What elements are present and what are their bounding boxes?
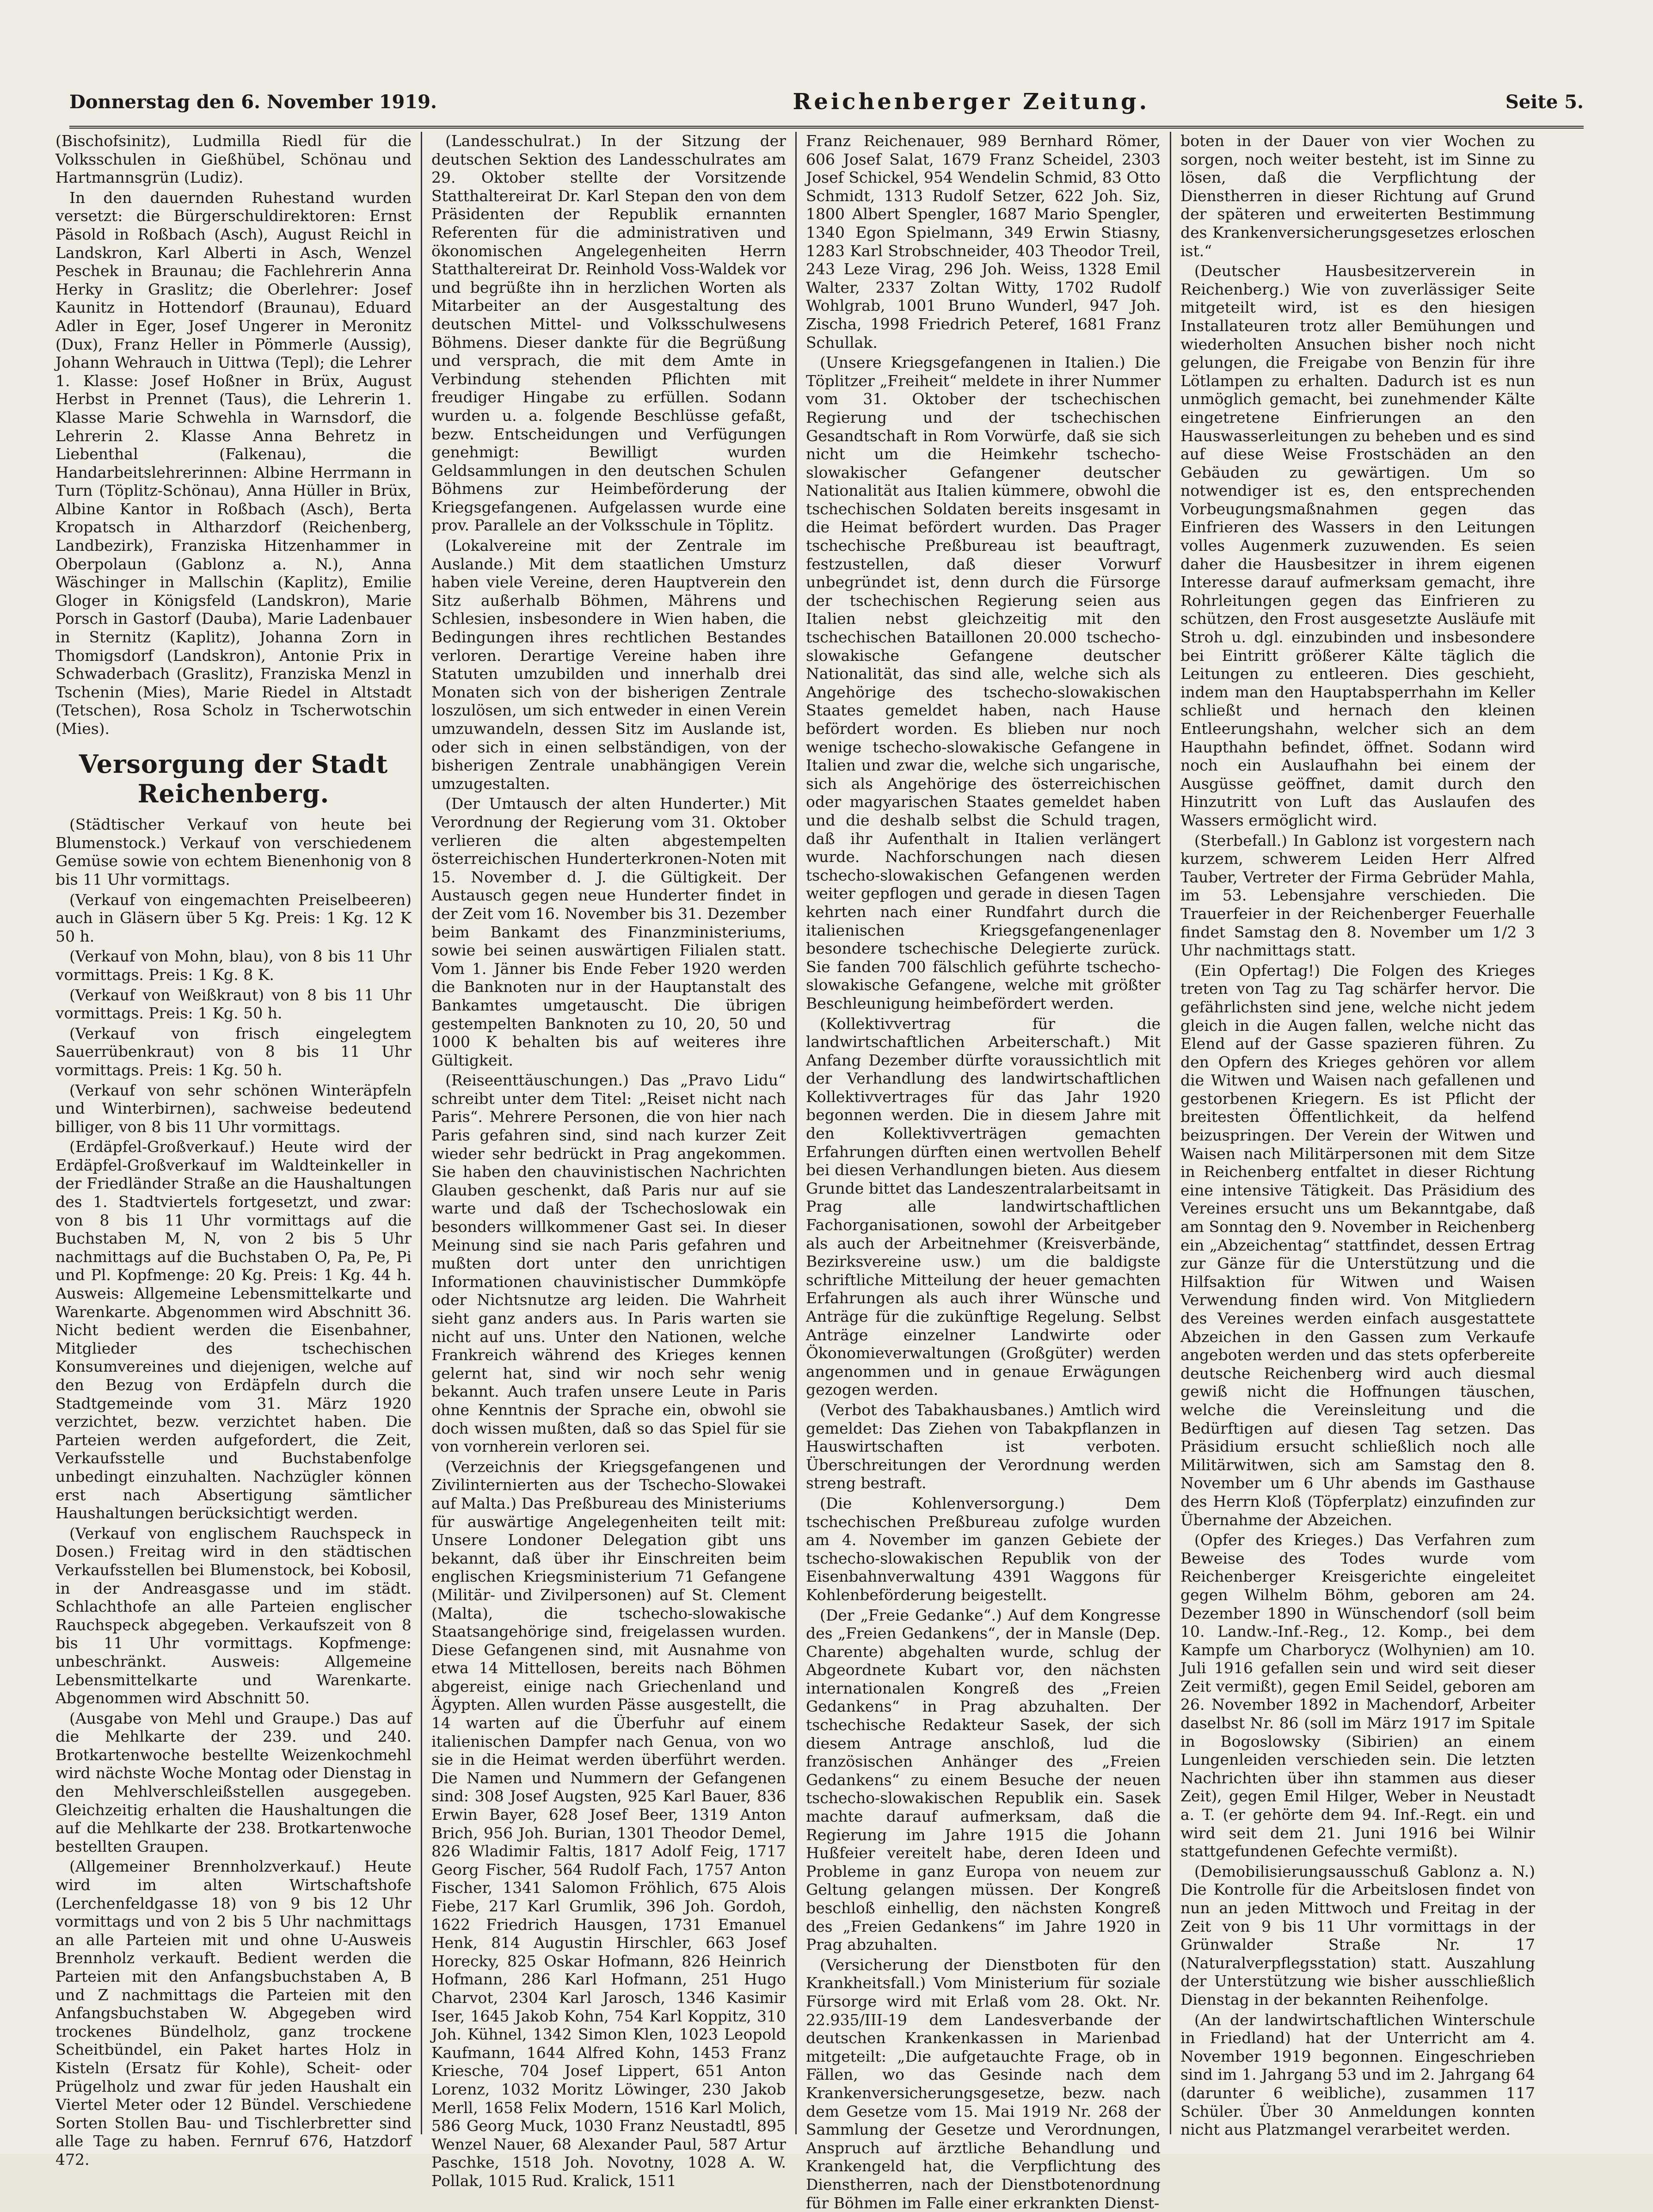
column-1 [46,132,421,2169]
article-text: (Demobilisierungsausschuß Gablonz a. N.) Die Kontrolle für die Arbeitslosen findet von nun an jeden Mittwoch und Freitag in der Zeit von 9 bis 11 Uhr vormittags in der Grünwalder Straße Nr. 17 (Naturalverpflegsstation) statt. Auszahlung der Unterstützung wie bisher ausschließlich Dienstag in der bekannten Reihenfolge. [1180,1862,1535,2009]
article-text: (Verbot des Tabakhausbanes.) Amtlich wird gemeldet: Das Ziehen von Tabakpflanzen in Hauswirtschaften ist verboten. Überschreitungen der Verordnung werden streng bestraft. [806,1400,1161,1492]
section-heading: Versorgung der Stadt Reichenberg. [79,749,388,809]
article-text: (Verkauf von frisch eingelegtem Sauerrübenkraut) von 8 bis 11 Uhr vormittags. Preis: 1 Kg. 50 h. [55,1024,412,1079]
article-text: (Verkauf von englischem Rauchspeck in Dosen.) Freitag wird in den städtischen Verkaufsstellen bei Blumenstock, bei Kobosil, in der Andreasgasse und im städt. Schlachthofe an alle Parteien englischer Rauchspeck abgegeben. Verkaufszeit von 8 bis 11 Uhr vormittags. Kopfmenge: unbeschränkt. Ausweis: Allgemeine Lebensmittelkarte und Warenkarte. Abgenommen wird Abschnitt 50. [55,1524,412,1707]
article-text: (Die Kohlenversorgung.) Dem tschechischen Preßbureau zufolge wurden am 4. November im ganzen Gebiete der tschecho-slowakischen Republik von der Eisenbahnverwaltung 4391 Waggons für Kohlenbeförderung beigestellt. [806,1494,1161,1604]
text-columns [46,132,1607,2212]
article-text: (An der landwirtschaftlichen Winterschule in Friedland) hat der Unterricht am 4. November 1919 begonnen. Eingeschrieben sind im 1. Jahrgang 53 und im 2. Jahrgang 64 (darunter 6 weibliche), zusammen 117 Schüler. Über 30 Anmeldungen konnten nicht aus Platzmangel verarbeitet werden. [1180,2010,1535,2139]
article-text: (Der Umtausch der alten Hunderter.) Mit Verordnung der Regierung vom 31. Oktober verlieren die alten abgestempelten österreichischen Hunderterkronen-Noten mit 15. November d. J. die Gültigkeit. Der Austausch gegen neue Hunderter findet in der Zeit vom 16. November bis 31. Dezember beim Bankamt des Finanzministeriums, sowie bei seinen auswärtigen Filialen statt. Vom 1. Jänner bis Ende Feber 1920 werden die Banknoten nur in der Hauptanstalt des Bankamtes umgetauscht. Die übrigen gestempelten Banknoten zu 10, 20, 50 und 1000 K behalten bis auf weiteres ihre Gültigkeit. [431,795,786,1069]
article-text: (Erdäpfel-Großverkauf.) Heute wird der Erdäpfel-Großverkauf im Waldteinkeller in der Friedländer Straße an die Haushaltungen des 1. Stadtviertels fortgesetzt, und zwar: von 8 bis 11 Uhr vormittags auf die Buchstaben M, N, von 2 bis 5 Uhr nachmittags auf die Buchstaben O, Pa, Pe, Pi und Pl. Kopfmenge: 20 Kg. Preis: 1 Kg. 44 h. Ausweis: Allgemeine Lebensmittelkarte und Warenkarte. Abgenommen wird Abschnitt 36. Nicht bedient werden die Eisenbahner, Mitglieder des tschechischen Konsumvereines und diejenigen, welche auf den Bezug von Erdäpfeln durch die Stadtgemeinde vom 31. März 1920 verzichtet, bezw. verzichtet haben. Die Parteien werden aufgefordert, die Zeit, Verkaufsstelle und Buchstabenfolge unbedingt einzuhalten. Nachzügler können erst nach Absertigung sämtlicher Haushaltungen berücksichtigt werden. [55,1138,412,1522]
article-text: (Allgemeiner Brennholzverkauf.) Heute wird im alten Wirtschaftshofe (Lerchenfeldgasse 18) von 9 bis 12 Uhr vormittags und von 2 bis 5 Uhr nachmittags an alle Parteien mit und ohne U-Ausweis Brennholz verkauft. Bedient werden die Parteien mit den Anfangsbuchstaben A, B und Z nachmittags die Parteien mit den Anfangsbuchstaben W. Abgegeben wird trockenes Bündelholz, ganz trockene Scheitbündel, ein Paket hartes Holz in Kisteln (Ersatz für Kohle), Scheit- oder Prügelholz und zwar für jeden Haushalt ein Viertel Meter oder 12 Bündel. Verschiedene Sorten Stollen Bau- und Tischlerbretter sind alle Tage zu haben. Fernruf 676, Hatzdorf 472. [55,1857,412,2169]
article-text: (Landesschulrat.) In der Sitzung der deutschen Sektion des Landesschulrates am 29. Oktober stellte der Vorsitzende Statthaltereirat Dr. Karl Stepan den von dem Präsidenten der Republik ernannten Referenten für die administrativen und ökonomischen Angelegenheiten Herrn Statthaltereirat Dr. Reinhold Voss-Waldek vor und begrüßte ihn in herzlichen Worten als Mitarbeiter an der Ausgestaltung des deutschen Mittel- und Volksschulwesens Böhmens. Dieser dankte für die Begrüßung und versprach, die mit dem Amte in Verbindung stehenden Pflichten mit freudiger Hingabe zu erfüllen. Sodann wurden u. a. folgende Beschlüsse gefaßt, bezw. Entscheidungen und Verfügungen genehmigt: Bewilligt wurden Geldsammlungen in den deutschen Schulen Böhmens zur Heimbeförderung der Kriegsgefangenen. Aufgelassen wurde eine prov. Parallele an der Volksschule in Töplitz. [431,132,786,535]
header-rule [69,126,1584,129]
column-4 [1170,132,1544,2139]
column-2 [421,132,795,2190]
column-3 [795,132,1170,2212]
article-text: (Verkauf von Weißkraut) von 8 bis 11 Uhr vormittags. Preis: 1 Kg. 50 h. [55,986,412,1023]
article-text: (Städtischer Verkauf von heute bei Blumenstock.) Verkauf von verschiedenem Gemüse sowie von echtem Bienenhonig von 8 bis 11 Uhr vormittags. [55,815,412,888]
article-text: (Ausgabe von Mehl und Graupe.) Das auf die Mehlkarte der 239. und 240. Brotkartenwoche bestellte Weizenkochmehl wird nächste Woche Montag oder Dienstag in den Mehlverschleißstellen ausgegeben. Gleichzeitig erhalten die Haushaltungen die auf die Mehlkarte der 238. Brotkartenwoche bestellten Graupen. [55,1709,412,1855]
article-text: (Verkauf von Mohn, blau), von 8 bis 11 Uhr vormittags. Preis: 1 Kg. 8 K. [55,947,412,984]
article-text: (Lokalvereine mit der Zentrale im Auslande.) Mit dem staatlichen Umsturz haben viele Vereine, deren Hauptverein den Sitz außerhalb Böhmen, Mährens und Schlesien, insbesondere in Wien haben, die Bedingungen ihres rechtlichen Bestandes verloren. Derartige Vereine haben ihre Statuten umzubilden und innerhalb drei Monaten sich von der bisherigen Zentrale loszulösen, um sich entweder in einen Verein umzuwandeln, dessen Sitz im Auslande ist, oder sich in einen selbständigen, von der bisherigen Zentrale unabhängigen Verein umzugestalten. [431,536,786,793]
article-text: (Der „Freie Gedanke“.) Auf dem Kongresse des „Freien Gedankens“, der in Mansle (Dep. Charente) abgehalten wurde, schlug der Abgeordnete Kubart vor, den nächsten internationalen Kongreß des „Freien Gedankens“ in Prag abzuhalten. Der tschechische Redakteur Sasek, der sich diesem Antrage anschloß, lud die französischen Anhänger des „Freien Gedankens“ zu einem Besuche der neuen tschecho-slowakischen Republik ein. Sasek machte darauf aufmerksam, daß die Regierung im Jahre 1915 die Johann Hußfeier vereitelt habe, deren Ideen und Probleme in ganz Europa von neuem zur Geltung gelangen müssen. Der Kongreß beschloß einhellig, den nächsten Kongreß des „Freien Gedankens“ im Jahre 1920 in Prag abzuhalten. [806,1606,1161,1954]
masthead [69,81,1584,123]
article-text: (Verkauf von sehr schönen Winteräpfeln und Winterbirnen), sachweise bedeutend billiger, von 8 bis 11 Uhr vormittags. [55,1081,412,1136]
article-text: boten in der Dauer von vier Wochen zu sorgen, noch weiter besteht, ist im Sinne zu lösen, daß die Verpflichtung der Dienstherren in dieser Richtung auf Grund der späteren und erweiterten Bestimmung des Krankenversicherungsgesetzes erloschen ist.“ [1180,132,1535,260]
paper-name: Reichenberger Zeitung. [793,89,1150,115]
article-text: In den dauernden Ruhestand wurden versetzt: die Bürgerschuldirektoren: Ernst Päsold in Roßbach (Asch), August Reichl in Landskron, Karl Alberti in Asch, Wenzel Peschek in Braunau; die Fachlehrerin Anna Herky in Graslitz; die Oberlehrer: Josef Kaunitz in Hottendorf (Braunau), Eduard Adler in Eger, Josef Ungerer in Meronitz (Dux), Franz Heller in Pömmerle (Aussig), Johann Wehrauch in Uittwa (Tepl); die Lehrer 1. Klasse: Josef Hoßner in Brüx, August Herbst in Prennet (Taus), die Lehrerin 1. Klasse Marie Schwehla in Warnsdorf, die Lehrerin 2. Klasse Anna Behretz in Liebenthal (Falkenau), die Handarbeitslehrerinnen: Albine Herrmann in Turn (Töplitz-Schönau), Anna Hüller in Brüx, Albine Kantor in Roßbach (Asch), Berta Kropatsch in Altharzdorf (Reichenberg, Landbezirk), Franziska Hitzenhammer in Oberpolaun (Gablonz a. N.), Anna Wäschinger in Mallschin (Kaplitz), Emilie Gloger in Königsfeld (Landskron), Marie Porsch in Gastorf (Dauba), Marie Ladenbauer in Sternitz (Kaplitz), Johanna Zorn in Thomigsdorf (Landskron), Antonie Prix in Schwaderbach (Graslitz), Franziska Menzl in Tschenin (Mies), Marie Riedel in Altstadt (Tetschen), Rosa Scholz in Tscherwotschin (Mies). [55,188,412,738]
page-number: Seite 5. [1505,91,1584,113]
article-text: (Sterbefall.) In Gablonz ist vorgestern nach kurzem, schwerem Leiden Herr Alfred Tauber, Vertreter der Firma Gebrüder Mahla, im 53. Lebensjahre verschieden. Die Trauerfeier in der Reichenberger Feuerhalle findet Samstag den 8. November um 1/2 3 Uhr nachmittags statt. [1180,831,1535,960]
article-text: (Unsere Kriegsgefangenen in Italien.) Die Töplitzer „Freiheit“ meldete in ihrer Nummer vom 31. Oktober der tschechischen Regierung und der tschechischen Gesandtschaft in Rom Vorwürfe, daß sie sich nicht um die Heimkehr tschecho-slowakischer Gefangener deutscher Nationalität aus Italien kümmere, obwohl die tschechischen Soldaten bereits insgesamt in die Heimat befördert wurden. Das Prager tschechische Preßbureau ist beauftragt, festzustellen, daß dieser Vorwurf unbegründet ist, denn durch die Fürsorge der tschechischen Regierung seien aus Italien nebst gleichzeitig mit den tschechischen Bataillonen 20.000 tschecho-slowakische Gefangene deutscher Nationalität, das sind alle, welche sich als Angehörige des tschecho-slowakischen Staates gemeldet haben, nach Hause befördert worden. Es blieben nur noch wenige tschecho-slowakische Gefangene in Italien und zwar die, welche sich ungarische, sich als Angehörige des österreichischen oder magyarischen Staates gemeldet haben und die deshalb selbst die Schuld tragen, daß ihr Aufenthalt in Italien verlängert wurde. Nachforschungen nach diesen tschecho-slowakischen Gefangenen werden weiter gepflogen und gerade in diesen Tagen kehrten nach einer Rundfahrt durch die italienischen Kriegsgefangenenlager besondere tschechische Delegierte zurück. Sie fanden 700 fälschlich geführte tschecho-slowakische Gefangene, welche mit größter Beschleunigung heimbefördert werden. [806,353,1161,1012]
article-text: (Deutscher Hausbesitzerverein in Reichenberg.) Wie von zuverlässiger Seite mitgeteilt wird, ist es den hiesigen Installateuren trotz aller Bemühungen und wiederholten Ansuchen bisher noch nicht gelungen, die Freigabe von Benzin für ihre Lötlampen zu erhalten. Dadurch ist es nun unmöglich gemacht, bei zunehmender Kälte eingetretene Einfrierungen an den Hauswasserleitungen zu beheben und es sind auf diese Weise Frostschäden an den Gebäuden zu gewärtigen. Um so notwendiger ist es, den entsprechenden Vorbeugungsmaßnahmen gegen das Einfrieren des Wassers in den Leitungen volles Augenmerk zuzuwenden. Es seien daher die Hausbesitzer in ihrem eigenen Interesse darauf aufmerksam gemacht, ihre Rohrleitungen gegen das Einfrieren zu schützen, den Frost ausgesetzte Ausläufe mit Stroh u. dgl. einzubinden und insbesondere bei Eintritt größerer Kälte täglich die Leitungen zu entleeren. Dies geschieht, indem man den Hauptabsperrhahn im Keller schließt und hernach den kleinen Entleerungshahn, welcher sich an dem Haupthahn befindet, öffnet. Sodann wird noch ein Auslaufhahn bei einem der Ausgüsse geöffnet, damit durch den Hinzutritt von Luft das Auslaufen des Wassers ermöglicht wird. [1180,262,1535,829]
article-text: (Ein Opfertag!) Die Folgen des Krieges treten von Tag zu Tag schärfer hervor. Die gefährlichsten sind jene, welche nicht jedem gleich in die Augen fallen, welche nicht das Elend auf der Gasse spazieren führen. Zu den Opfern des Krieges gehören vor allem die Witwen und Waisen nach gefallenen und gestorbenen Kriegern. Es ist Pflicht der breitesten Öffentlichkeit, da helfend beizuspringen. Der Verein der Witwen und Waisen nach Militärpersonen mit dem Sitze in Reichenberg entfaltet in dieser Richtung eine intensive Tätigkeit. Das Präsidium des Vereines ersucht uns um Bekanntgabe, daß am Sonntag den 9. November in Reichenberg ein „Abzeichentag“ stattfindet, dessen Ertrag zur Gänze für die Unterstützung und die Hilfsaktion für Witwen und Waisen Verwendung finden wird. Von Mitgliedern des Vereines werden einfach ausgestattete Abzeichen in den Gassen zum Verkaufe angeboten werden und das stets opferbereite deutsche Reichenberg wird auch diesmal gewiß nicht die Hoffnungen täuschen, welche die Vereinsleitung und die Bedürftigen auf diesen Tag setzen. Das Präsidium ersucht schließlich noch alle Militärwitwen, sich am Samstag den 8. November um 6 Uhr abends im Gasthause des Herrn Kloß (Töpferplatz) einzufinden zur Übernahme der Abzeichen. [1180,961,1535,1529]
article-text: (Versicherung der Dienstboten für den Krankheitsfall.) Vom Ministerium für soziale Fürsorge wird mit Erlaß vom 28. Okt. Nr. 22.935/III-19 dem Landesverbande der deutschen Krankenkassen in Marienbad mitgeteilt: „Die aufgetauchte Frage, ob in Fällen, wo das Gesinde nach dem Krankenversicherungsgesetze, bezw. nach dem Gesetze vom 15. Mai 1919 Nr. 268 der Sammlung der Gesetze und Verordnungen, Anspruch auf ärztliche Behandlung und Krankengeld hat, die Verpflichtung des Dienstherren, nach der Dienstbotenordnung für Böhmen im Falle einer erkrankten Dienst- [806,1955,1161,2212]
article-text: (Opfer des Krieges.) Das Verfahren zum Beweise des Todes wurde vom Reichenberger Kreisgerichte eingeleitet gegen Wilhelm Böhm, geboren am 24. Dezember 1890 in Wünschendorf (soll beim 10. Landw.-Inf.-Reg., 12. Komp., bei dem Kampfe um Charborycz (Wolhynien) am 10. Juli 1916 gefallen sein und wird seit dieser Zeit vermißt), gegen Emil Seidel, geboren am 26. November 1892 in Machendorf, Arbeiter daselbst Nr. 86 (soll im März 1917 im Spitale in Bogoslowsky (Sibirien) an einem Lungenleiden verschieden sein. Die letzten Nachrichten über ihn stammen aus dieser Zeit), gegen Emil Hilger, Weber in Neustadt a. T. (er gehörte dem 94. Inf.-Regt. ein und wird seit dem 21. Juni 1916 bei Wilnir stattgefundenen Gefechte vermißt). [1180,1531,1535,1861]
issue-date: Donnerstag den 6. November 1919. [69,91,437,113]
article-text: (Verzeichnis der Kriegsgefangenen und Zivilinternierten aus der Tschecho-Slowakei auf Malta.) Das Preßbureau des Ministeriums für auswärtige Angelegenheiten teilt mit: Unsere Londoner Delegation gibt uns bekannt, daß über ihr Einschreiten beim englischen Kriegsministerium 71 Gefangene (Militär- und Zivilpersonen) auf St. Clement (Malta), die tschecho-slowakische Staatsangehörige sind, freigelassen wurden. Diese Gefangenen sind, mit Ausnahme von etwa 14 Mittellosen, bereits nach Böhmen abgereist, einige nach Griechenland und Ägypten. Allen wurden Pässe ausgestellt, die 14 warten auf die Überfuhr auf einem italienischen Dampfer nach Genua, von wo sie in die Heimat werden überführt werden. Die Namen und Nummern der Gefangenen sind: 308 Josef Augsten, 925 Karl Bauer, 836 Erwin Bayer, 628 Josef Beer, 1319 Anton Brich, 956 Joh. Burian, 1301 Theodor Demel, 826 Wladimir Faltis, 1817 Adolf Feig, 1717 Georg Fischer, 564 Rudolf Fach, 1757 Anton Fischer, 1341 Salomon Fröhlich, 675 Alois Fiebe, 217 Karl Grumlik, 396 Joh. Gordoh, 1622 Friedrich Hausgen, 1731 Emanuel Henk, 814 Augustin Hirschler, 663 Josef Horecky, 825 Oskar Hofmann, 826 Heinrich Hofmann, 286 Karl Hofmann, 251 Hugo Charvot, 2304 Karl Jarosch, 1346 Kasimir Iser, 1645 Jakob Kohn, 754 Karl Koppitz, 310 Joh. Kühnel, 1342 Simon Klen, 1023 Leopold Kaufmann, 1644 Alfred Kohn, 1453 Franz Kriesche, 704 Josef Lippert, 651 Anton Lorenz, 1032 Moritz Löwinger, 230 Jakob Merll, 1658 Felix Modern, 1516 Karl Molich, 586 Georg Muck, 1030 Franz Neustadtl, 895 Wenzel Nauer, 68 Alexander Paul, 587 Artur Paschke, 1518 Joh. Novotny, 1028 A. W. Pollak, 1015 Rud. Kralick, 1511 [431,1457,786,2190]
article-text: (Verkauf von eingemachten Preiselbeeren) auch in Gläsern über 5 Kg. Preis: 1 Kg. 12 K 50 h. [55,890,412,945]
article-text: (Reiseenttäuschungen.) Das „Pravo Lidu“ schreibt unter dem Titel: „Reiset nicht nach Paris“. Mehrere Personen, die von hier nach Paris gefahren sind, sind nach kurzer Zeit wieder sehr bedrückt in Prag angekommen. Sie haben den chauvinistischen Nachrichten Glauben geschenkt, daß Paris nur auf sie warte und daß der Tschechoslowak ein besonders willkommener Gast sei. In dieser Meinung sind sie nach Paris gefahren und mußten dort unter den unrichtigen Informationen chauvinistischer Dummköpfe oder Nichtsnutze arg leiden. Die Wahrheit sieht ganz anders aus. In Paris warten sie nicht auf uns. Unter den Nationen, welche Frankreich während des Krieges kennen gelernt hat, sind wir noch sehr wenig bekannt. Auch trafen unsere Leute in Paris ohne Kenntnis der Sprache ein, obwohl sie doch wissen mußten, daß so das Spiel für sie von vornherein verloren sei. [431,1071,786,1456]
article-text: (Bischofsinitz), Ludmilla Riedl für die Volksschulen in Gießhübel, Schönau und Hartmannsgrün (Ludiz). [55,132,412,187]
article-text: (Kollektivvertrag für die landwirtschaftlichen Arbeiterschaft.) Mit Anfang Dezember dürfte voraussichtlich mit der Verhandlung des landwirtschaftlichen Kollektivvertrages für das Jahr 1920 begonnen werden. Die in diesem Jahre mit den Kollektivverträgen gemachten Erfahrungen dürften einen wertvollen Behelf bei diesen Verhandlungen bieten. Aus diesem Grunde bittet das Landeszentralarbeitsamt in Prag alle landwirtschaftlichen Fachorganisationen, sowohl der Arbeitgeber als auch der Arbeitnehmer (Kreisverbände, Bezirksvereine usw.) um die baldigste schriftliche Mitteilung der heuer gemachten Erfahrungen als auch ihrer Wünsche und Anträge für die zukünftige Regelung. Selbst Anträge einzelner Landwirte oder Ökonomieverwaltungen (Großgüter) werden angenommen und in genaue Erwägungen gezogen werden. [806,1014,1161,1399]
article-text: Franz Reichenauer, 989 Bernhard Römer, 606 Josef Salat, 1679 Franz Scheidel, 2303 Josef Schickel, 954 Wendelin Schmid, 83 Otto Schmidt, 1313 Rudolf Setzer, 622 Joh. Siz, 1800 Albert Spengler, 1687 Mario Spengler, 1340 Egon Spielmann, 349 Erwin Stiasny, 1283 Karl Strobschneider, 403 Theodor Treil, 243 Leze Virag, 296 Joh. Weiss, 1328 Emil Walter, 2337 Zoltan Witty, 1702 Rudolf Wohlgrab, 1001 Bruno Wunderl, 947 Joh. Zischa, 1998 Friedrich Peteref, 1681 Franz Schullak. [806,132,1161,351]
